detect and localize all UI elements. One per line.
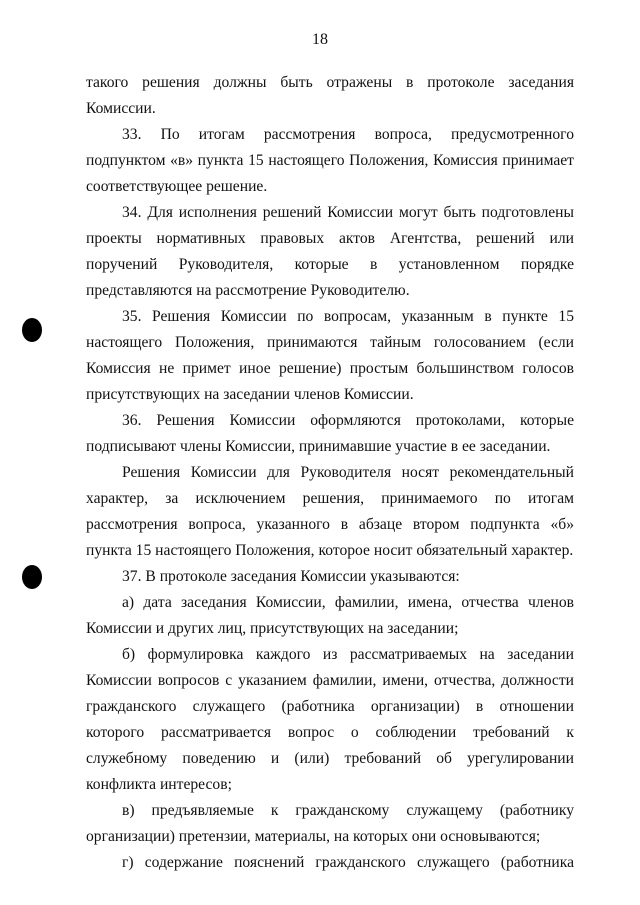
- paragraph-35: 35. Решения Комиссии по вопросам, указанным в пункте 15 настоящего Положения, принимаются тайным голосованием (если Комиссия не примет иное решение) простым большинством голосов присутствующих на заседании членов Комиссии.: [86, 308, 574, 403]
- hole-punch-mark: [22, 318, 42, 342]
- paragraph: такого решения должны быть отражены в протоколе заседания Комиссии.: [86, 74, 574, 117]
- document-body: [86, 70, 574, 876]
- paragraph-37-v: в) предъявляемые к гражданскому служащему (работнику организации) претензии, материалы, на которых они основываются;: [86, 802, 574, 845]
- paragraph-37-b: б) формулировка каждого из рассматриваемых на заседании Комиссии вопросов с указанием фамилии, имени, отчества, должности гражданского служащего (работника организации) в отношении которого рассматривается вопрос о соблюдении требований к служебному поведению и (или) требований об урегулировании конфликта интересов;: [86, 646, 574, 793]
- hole-punch-mark: [22, 565, 42, 589]
- paragraph-36: 36. Решения Комиссии оформляются протоколами, которые подписывают члены Комиссии, принимавшие участие в ее заседании.: [86, 412, 574, 455]
- paragraph-36-continued: Решения Комиссии для Руководителя носят рекомендательный характер, за исключением решения, принимаемого по итогам рассмотрения вопроса, указанного в абзаце втором подпункта «б» пункта 15 настоящего Положения, которое носит обязательный характер.: [86, 464, 574, 559]
- paragraph-34: 34. Для исполнения решений Комиссии могут быть подготовлены проекты нормативных правовых актов Агентства, решений или поручений Руководителя, которые в установленном порядке представляются на рассмотрение Руководителю.: [86, 204, 574, 299]
- paragraph-37: 37. В протоколе заседания Комиссии указываются:: [122, 568, 460, 585]
- paragraph-37-a: а) дата заседания Комиссии, фамилии, имена, отчества членов Комиссии и других лиц, присутствующих на заседании;: [86, 594, 574, 637]
- page-number: 18: [312, 31, 328, 48]
- paragraph-33: 33. По итогам рассмотрения вопроса, предусмотренного подпунктом «в» пункта 15 настоящего Положения, Комиссия принимает соответствующее решение.: [86, 126, 574, 195]
- paragraph-37-g: г) содержание пояснений гражданского служащего (работника: [122, 854, 574, 871]
